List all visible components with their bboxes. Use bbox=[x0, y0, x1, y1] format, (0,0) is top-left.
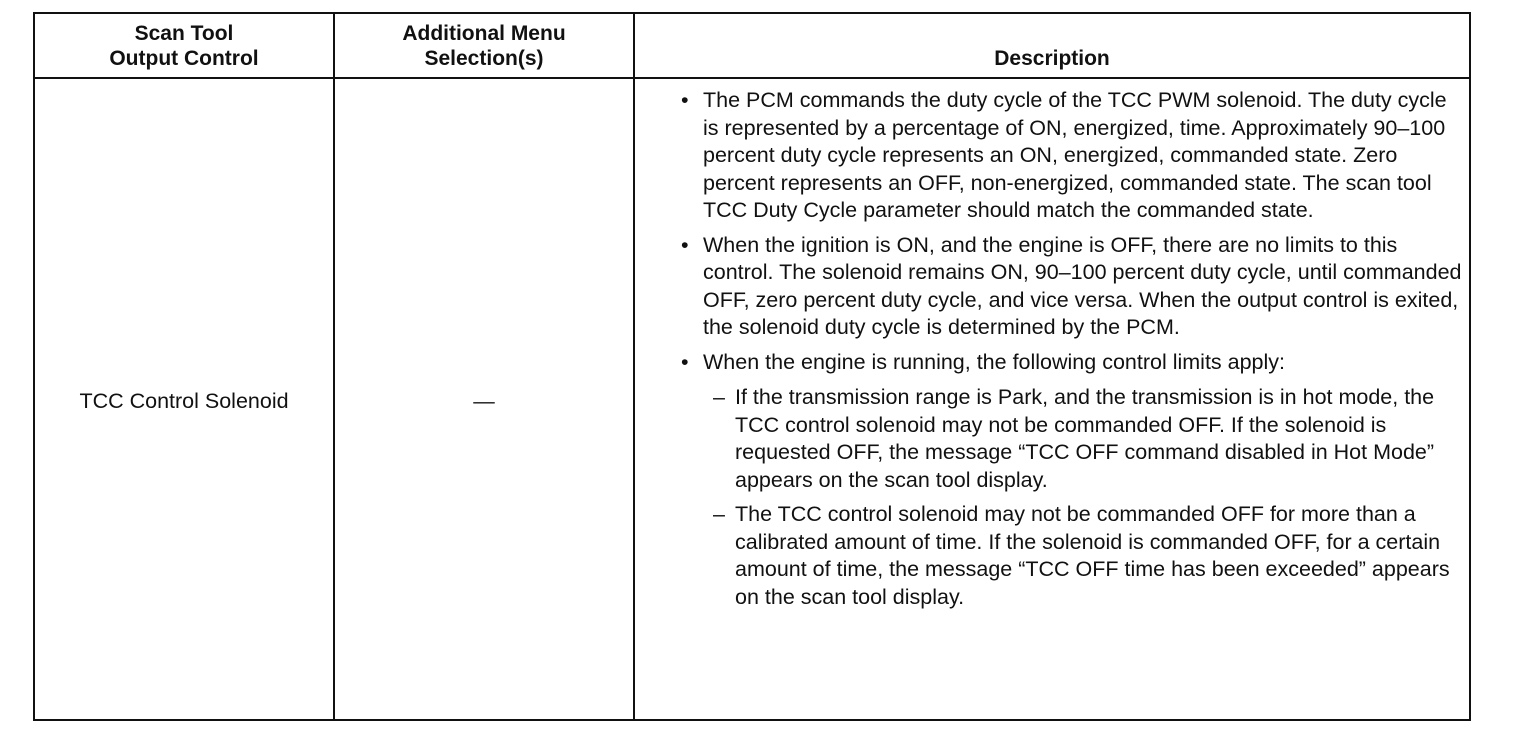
cell-description bbox=[677, 87, 1467, 618]
header-divider bbox=[35, 77, 1469, 79]
column-divider-2 bbox=[633, 14, 635, 719]
header-col2-line2: Selection(s) bbox=[424, 47, 544, 70]
description-bullet-text: When the engine is running, the following control limits apply: bbox=[703, 349, 1286, 374]
description-bullet: • When the ignition is ON, and the engine is OFF, there are no limits to this control. The solenoid remains ON, 90–100 percent duty cycle, until commanded OFF, zero percent duty cycle, and vice versa. When the output control is exited, the solenoid duty cycle is determined by the PCM. bbox=[677, 232, 1467, 342]
cell-output-control: TCC Control Solenoid bbox=[79, 389, 289, 413]
header-col2-line1: Additional Menu bbox=[402, 22, 566, 45]
header-col1-line2: Output Control bbox=[109, 47, 259, 70]
cell-menu-selection: — bbox=[473, 389, 495, 413]
header-description bbox=[635, 46, 1469, 71]
description-bullet bbox=[677, 349, 1467, 612]
header-additional-menu-selections bbox=[335, 21, 633, 71]
description-sub-item: – The TCC control solenoid may not be commanded OFF for more than a calibrated amount of time. If the solenoid is commanded OFF, for a certain amount of time, the message “TCC OFF time has been exceeded” appears on the scan tool display. bbox=[711, 501, 1467, 611]
description-sub-list bbox=[703, 384, 1467, 611]
description-bullet: • The PCM commands the duty cycle of the TCC PWM solenoid. The duty cycle is represented by a percentage of ON, energized, time. Approximately 90–100 percent duty cycle represents an ON, energized, commanded state. Zero percent represents an OFF, non-energized, commanded state. The scan tool TCC Duty Cycle parameter should match the commanded state. bbox=[677, 87, 1467, 225]
header-col3: Description bbox=[994, 47, 1110, 70]
output-control-table bbox=[33, 12, 1471, 721]
description-bullet-list bbox=[677, 87, 1467, 611]
description-sub-item: – If the transmission range is Park, and the transmission is in hot mode, the TCC control solenoid may not be commanded OFF. If the solenoid is requested OFF, the message “TCC OFF command disabled in Hot Mode” appears on the scan tool display. bbox=[711, 384, 1467, 494]
column-divider-1 bbox=[333, 14, 335, 719]
header-scan-tool-output-control bbox=[35, 21, 333, 71]
header-col1-line1: Scan Tool bbox=[134, 22, 234, 45]
